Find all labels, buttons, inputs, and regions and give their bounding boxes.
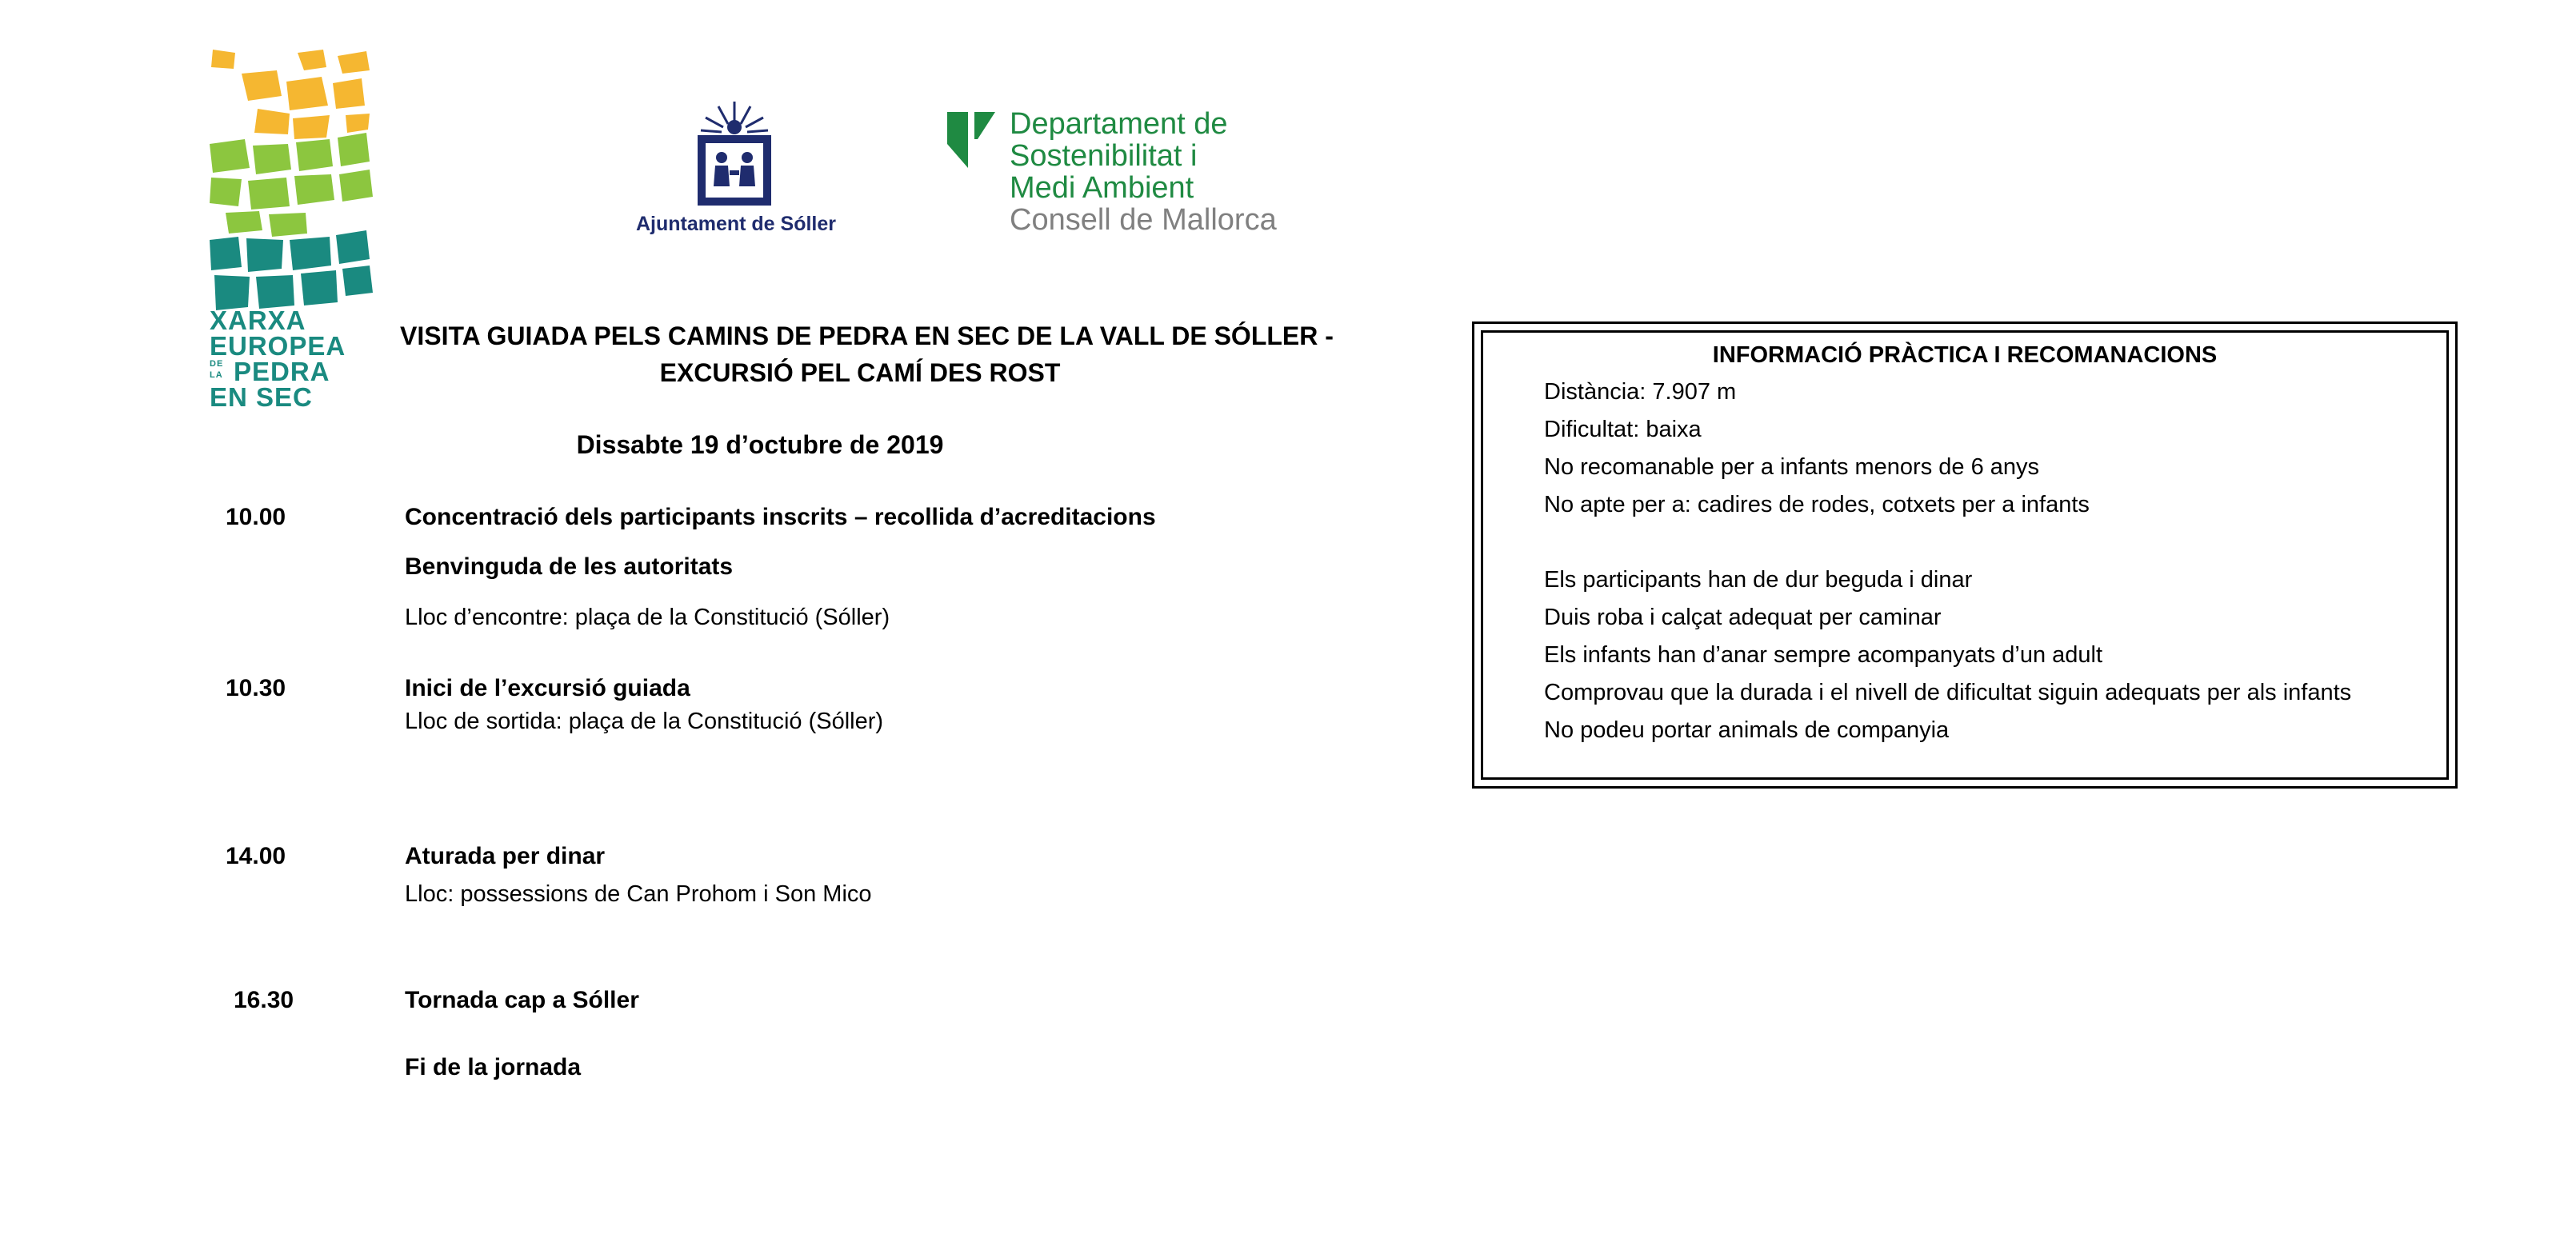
info-line: No recomanable per a infants menors de 6 anys [1544,454,2040,480]
departament-line-4: Consell de Mallorca [1010,203,1277,237]
info-line: No apte per a: cadires de rodes, cotxets per a infants [1544,492,2090,517]
document-title-line-1: VISITA GUIADA PELS CAMINS DE PEDRA EN SEC DE LA VALL DE SÓLLER - [400,321,1334,350]
schedule-item: Inici de l’excursió guiada [405,675,690,701]
xarxa-line-2: EUROPEA [210,331,346,361]
practical-info-box [1472,321,2458,789]
schedule-item: Lloc de sortida: plaça de la Constitució (Sóller) [405,709,884,734]
schedule-item: Benvinguda de les autoritats [405,553,734,580]
info-line: Els participants han de dur beguda i dinar [1544,567,1973,593]
coat-of-arms-icon [686,100,782,208]
info-line: Dificultat: baixa [1544,417,1702,442]
stone-mosaic-icon [210,50,378,313]
departament-line-1: Departament de [1010,107,1228,141]
departament-line-3: Medi Ambient [1010,171,1194,205]
schedule-item: Fi de la jornada [405,1054,582,1080]
event-date: Dissabte 19 d’octubre de 2019 [576,430,944,459]
schedule-time: 10.00 [226,504,286,530]
info-line: Els infants han d’anar sempre acompanyats d’un adult [1544,642,2103,668]
info-line: Comprovau que la durada i el nivell de dificultat siguin adequats per als infants [1544,680,2352,705]
xarxa-line-3: PEDRA [234,357,330,386]
xarxa-la: LA [210,370,223,380]
practical-info-inner-border [1481,330,2449,780]
info-line: Duis roba i calçat adequat per caminar [1544,605,1942,630]
schedule-item: Concentració dels participants inscrits – recollida d’acreditacions [405,504,1156,530]
departament-sostenibilitat-logo [944,108,1312,244]
document-title-line-2: EXCURSIÓ PEL CAMÍ DES ROST [659,358,1061,387]
schedule-time: 16.30 [234,987,294,1013]
practical-info-title: INFORMACIÓ PRÀCTICA I RECOMANACIONS [1712,342,2218,368]
ajuntament-soller-logo [616,100,848,244]
ajuntament-name: Ajuntament de Sóller [635,213,837,235]
xarxa-pedra-sec-logo [210,50,378,425]
info-line: Distància: 7.907 m [1544,379,1737,405]
xarxa-de: DE [210,359,224,369]
schedule-item: Aturada per dinar [405,843,606,869]
info-line: No podeu portar animals de companyia [1544,717,1950,743]
schedule-time: 10.30 [226,675,286,701]
xarxa-line-4: EN SEC [210,382,313,412]
schedule-item: Tornada cap a Sóller [405,987,639,1013]
schedule-item: Lloc d’encontre: plaça de la Constitució (Sóller) [405,605,890,630]
xarxa-line-1: XARXA [210,306,306,335]
schedule-time: 14.00 [226,843,286,869]
departament-line-2: Sostenibilitat i [1010,139,1198,173]
schedule-item: Lloc: possessions de Can Prohom i Son Mico [405,881,872,907]
consell-flag-icon [944,112,1000,176]
